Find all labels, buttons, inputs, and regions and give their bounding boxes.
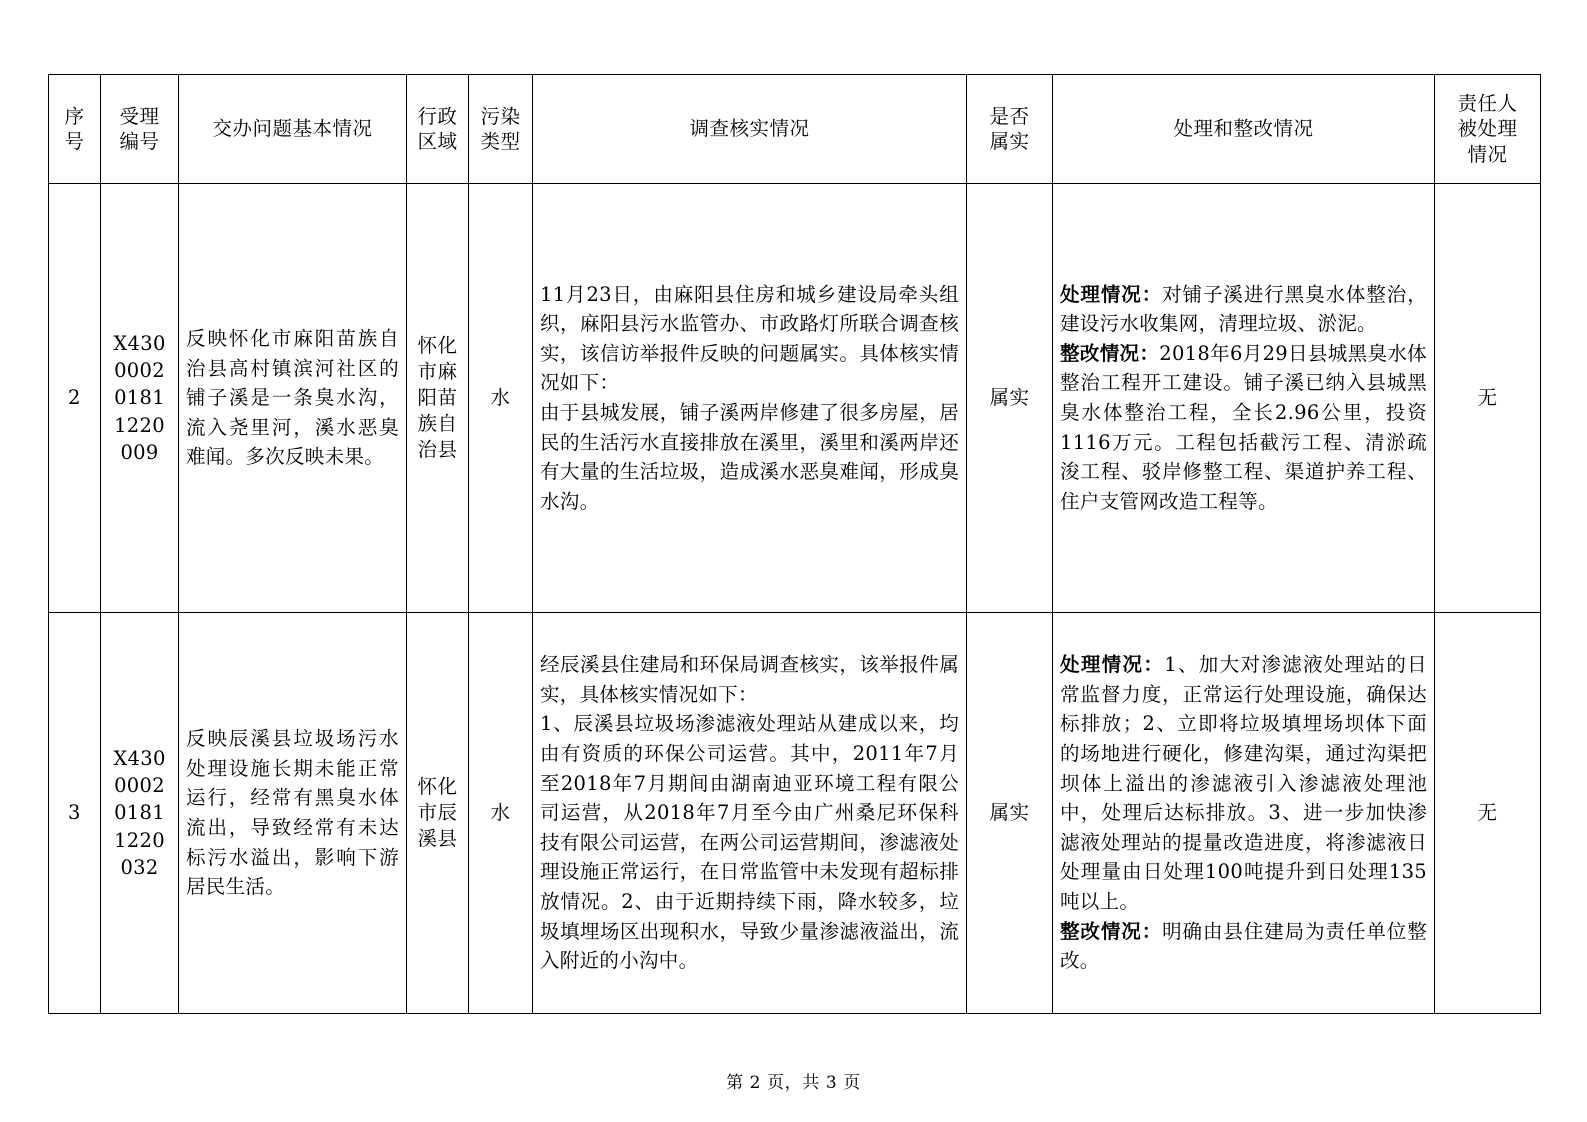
column-header-true-line1: 是否 (989, 104, 1030, 128)
column-header-resp-line2: 被处理 (1457, 117, 1518, 141)
column-header-seq-label: 序号 (64, 104, 85, 153)
cell-responsible: 无 (1435, 184, 1541, 613)
cell-problem: 反映怀化市麻阳苗族自治县高村镇滨河社区的铺子溪是一条臭水沟，流入尧里河，溪水恶臭难闻。多次反映未果。 (179, 184, 407, 613)
table-row (49, 613, 1541, 1014)
column-header-code (101, 75, 179, 184)
cell-pollution-type: 水 (469, 184, 533, 613)
cell-handling (1053, 613, 1435, 1014)
column-header-survey-label: 调查核实情况 (689, 117, 810, 141)
column-header-resp-line1: 责任人 (1457, 91, 1518, 115)
handling-lead: 处理情况： (1060, 653, 1165, 677)
column-header-problem-label: 交办问题基本情况 (212, 117, 373, 141)
cell-problem: 反映辰溪县垃圾场污水处理设施长期未能正常运行，经常有黑臭水体流出，导致经常有未达标污水溢出，影响下游居民生活。 (179, 613, 407, 1014)
column-header-responsible (1435, 75, 1541, 184)
column-header-handling-label: 处理和整改情况 (1173, 117, 1314, 141)
cell-handling (1053, 184, 1435, 613)
handling-lead: 处理情况： (1060, 282, 1163, 306)
cell-code-line: 009 (120, 440, 159, 464)
column-header-survey (533, 75, 967, 184)
cell-code-line: 0002 (114, 774, 165, 798)
cell-survey (533, 184, 967, 613)
cell-code-line: X430 (113, 746, 166, 770)
cell-pollution-type: 水 (469, 613, 533, 1014)
table-row (49, 184, 1541, 613)
handling-paragraph (1060, 917, 1427, 976)
handling-paragraph (1060, 280, 1427, 339)
page-footer: 第 2 页，共 3 页 (726, 1073, 861, 1093)
column-header-region-line2: 区域 (417, 130, 458, 153)
handling-lead: 整改情况： (1060, 919, 1163, 943)
table-header-row (49, 75, 1541, 184)
cell-code-line: 0181 (114, 386, 165, 410)
survey-paragraph: 1、辰溪县垃圾场渗滤液处理站从建成以来，均由有资质的环保公司运营。其中，2011年7月至2018年7月期间由湖南迪亚环境工程有限公司运营，从2018年7月至今由广州桑尼环保科技有限公司运营，在两公司运营期间，渗滤液处理设施正常运行，在日常监管中未发现有超标排放情况。2、由于近期持续下雨，降水较多，垃圾填埋场区出现积水，导致少量渗滤液溢出，流入附近的小沟中。 (540, 712, 959, 973)
cell-region: 怀化市麻阳苗族自治县 (407, 184, 469, 613)
column-header-handling (1053, 75, 1435, 184)
column-header-is-true (967, 75, 1053, 184)
handling-text: 明确由县住建局为责任单位整改。 (1060, 919, 1427, 973)
column-header-true-line2: 属实 (989, 130, 1030, 153)
cell-is-true: 属实 (967, 184, 1053, 613)
column-header-region (407, 75, 469, 184)
handling-text: 对铺子溪进行黑臭水体整治，建设污水收集网，清理垃圾、淤泥。 (1060, 282, 1427, 336)
handling-text: 1、加大对渗滤液处理站的日常监督力度，正常运行处理设施，确保达标排放；2、立即将垃圾填埋场坝体下面的场地进行硬化，修建沟渠，通过沟渠把坝体上溢出的渗滤液引入渗滤液处理池中，处理后达标排放。3、进一步加快渗滤液处理站的提量改造进度，将渗滤液日处理量由日处理100吨提升到日处理135吨以上。 (1060, 653, 1427, 914)
cell-code-line: 1220 (114, 828, 165, 852)
column-header-code-line1: 受理 (119, 104, 160, 128)
cell-survey (533, 613, 967, 1014)
column-header-problem (179, 75, 407, 184)
cell-seq: 3 (49, 613, 101, 1014)
handling-lead: 整改情况： (1060, 341, 1160, 365)
handling-text: 2018年6月29日县城黑臭水体整治工程开工建设。铺子溪已纳入县城黑臭水体整治工程，全长2.96公里，投资1116万元。工程包括截污工程、清淤疏浚工程、驳岸修整工程、渠道护养工程、住户支管网改造工程等。 (1060, 341, 1427, 513)
inspection-report-table (48, 74, 1541, 1014)
column-header-resp-line3: 情况 (1467, 142, 1508, 166)
column-header-type-line2: 类型 (480, 130, 521, 153)
cell-code-line: 1220 (114, 413, 165, 437)
column-header-pollution-type (469, 75, 533, 184)
column-header-region-line1: 行政 (417, 104, 458, 128)
column-header-code-line2: 编号 (119, 130, 160, 153)
cell-is-true: 属实 (967, 613, 1053, 1014)
column-header-type-line1: 污染 (480, 104, 521, 128)
cell-code (101, 613, 179, 1014)
handling-paragraph (1060, 339, 1427, 517)
column-header-seq (49, 75, 101, 184)
cell-code-line: 0181 (114, 801, 165, 825)
cell-responsible: 无 (1435, 613, 1541, 1014)
survey-paragraph: 由于县城发展，铺子溪两岸修建了很多房屋，居民的生活污水直接排放在溪里，溪里和溪两岸还有大量的生活垃圾，造成溪水恶臭难闻，形成臭水沟。 (540, 401, 959, 513)
cell-code-line: 032 (120, 855, 159, 879)
survey-paragraph: 11月23日，由麻阳县住房和城乡建设局牵头组织，麻阳县污水监管办、市政路灯所联合调查核实，该信访举报件反映的问题属实。具体核实情况如下： (540, 282, 959, 395)
cell-code-line: 0002 (114, 359, 165, 383)
cell-code-line: X430 (113, 331, 166, 355)
cell-code (101, 184, 179, 613)
cell-region: 怀化市辰溪县 (407, 613, 469, 1014)
handling-paragraph (1060, 650, 1427, 917)
survey-paragraph: 经辰溪县住建局和环保局调查核实，该举报件属实，具体核实情况如下： (540, 653, 959, 706)
cell-seq: 2 (49, 184, 101, 613)
